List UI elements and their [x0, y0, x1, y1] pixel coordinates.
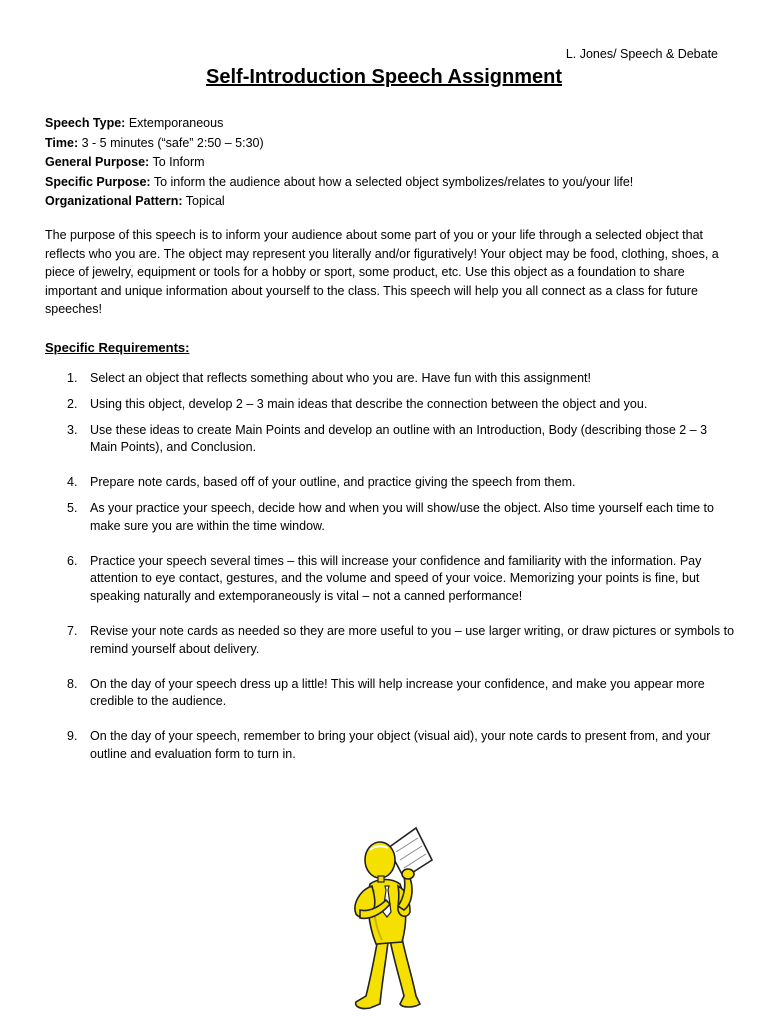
item-text: Use these ideas to create Main Points and develop an outline with an Introduction, Body (describing those 2 – 3 Main Points), and Conclusion. [90, 422, 708, 455]
meta-line [45, 134, 735, 154]
item-number: 7. [67, 623, 78, 638]
document-title [0, 66, 768, 89]
meta-line [45, 192, 735, 212]
item-number: 2. [67, 396, 78, 411]
meta-value: 3 - 5 minutes (“safe” 2:50 – 5:30) [78, 135, 264, 150]
meta-value: Topical [182, 194, 225, 208]
requirements-heading: Specific Requirements: [45, 340, 190, 355]
item-text: On the day of your speech dress up a little! This will help increase your confidence, and make you appear more credible to the audience. [90, 676, 705, 709]
meta-label: Time: [45, 135, 79, 150]
item-number: 6. [67, 553, 78, 568]
meta-value: Extemporaneous [125, 116, 224, 130]
meta-line [45, 114, 735, 134]
item-number: 3. [67, 422, 78, 437]
meta-line [45, 153, 735, 173]
item-text: Select an object that reflects something about who you are. Have fun with this assignment! [90, 371, 591, 385]
requirements-list [45, 370, 735, 764]
document-title-text: Self-Introduction Speech Assignment [206, 66, 562, 88]
author-course-line: L. Jones/ Speech & Debate [565, 47, 718, 61]
reading-figure-illustration [330, 820, 450, 1012]
meta-value: To Inform [149, 155, 205, 169]
list-item [45, 500, 735, 536]
item-number: 9. [67, 729, 78, 744]
item-number: 4. [67, 475, 78, 490]
item-text: Revise your note cards as needed so they are more useful to you – use larger writing, or draw pictures or symbols to remind yourself about delivery. [90, 623, 735, 656]
meta-line [45, 173, 735, 193]
item-number: 1. [67, 371, 78, 385]
assignment-meta [45, 114, 735, 212]
meta-value: To inform the audience about how a selected object symbolizes/relates to you/your life! [150, 174, 634, 189]
list-item [45, 370, 735, 388]
list-item [45, 623, 735, 659]
list-item [45, 396, 735, 414]
meta-label: Speech Type: [45, 116, 126, 130]
item-number: 8. [67, 676, 78, 691]
meta-label: Specific Purpose: [45, 174, 151, 189]
item-text: As your practice your speech, decide how and when you will show/use the object. Also time yourself each time to make sure you are within the time window. [90, 500, 714, 533]
item-text: Prepare note cards, based off of your outline, and practice giving the speech from them. [90, 475, 576, 490]
item-text: Using this object, develop 2 – 3 main ideas that describe the connection between the object and you. [90, 396, 648, 411]
list-item [45, 474, 735, 492]
intro-paragraph: The purpose of this speech is to inform your audience about some part of you or your life through a selected object that reflects who you are. The object may represent you literally and/or figuratively! Your object may be food, clothing, shoes, a piece of jewelry, equipment or tools for a hobby or sport, some product, etc. Use this object as a foundation to share important and unique information about yourself to the class. This speech will help you all connect as a class for future speeches! [45, 228, 719, 317]
meta-label: Organizational Pattern: [45, 194, 183, 208]
list-item [45, 553, 735, 606]
list-item [45, 728, 735, 764]
list-item [45, 676, 735, 712]
list-item [45, 422, 735, 458]
meta-label: General Purpose: [45, 155, 150, 169]
item-text: On the day of your speech, remember to bring your object (visual aid), your note cards to present from, and your outline and evaluation form to turn in. [90, 729, 711, 761]
item-number: 5. [67, 500, 78, 515]
item-text: Practice your speech several times – this will increase your confidence and familiarity with the information. Pay attention to eye contact, gestures, and the volume and speed of your voice. Memorizing your points is fine, but speaking naturally and extemporaneously is vital – not a canned performance! [90, 553, 702, 604]
